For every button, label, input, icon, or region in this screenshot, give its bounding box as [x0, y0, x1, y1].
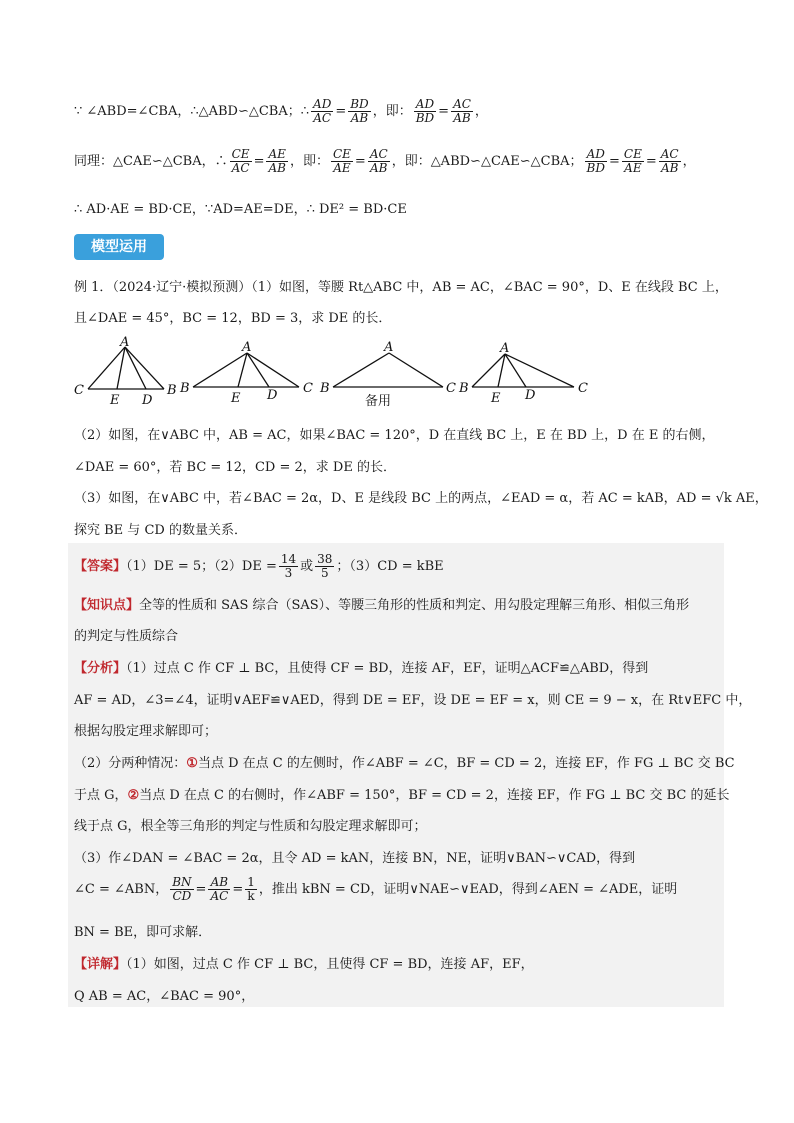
fraction: $\frac{AD}{AC}$	[313, 97, 332, 126]
section-badge: 模型运用	[74, 234, 164, 260]
fig1-label-c: C	[74, 383, 84, 398]
derivation-line-1: ∵ ∠ABD=∠CBA，∴△ABD∽△CBA；∴ $\frac{AD}{AC}$ = $\frac{BD}{AB}$ ，即： $\frac{AD}{BD}$ = $\frac{AC}{AB}$ ，	[74, 97, 488, 126]
analysis-line-6: 线于点 G，根全等三角形的判定与性质和勾股定理求解即可；	[74, 819, 427, 834]
derivation-line-2: 同理：△CAE∽△CBA，∴ $\frac{CE}{AC}$ = $\frac{AE}{AB}$ ，即： $\frac{CE}{AE}$ = $\frac{AC}{AB}$ ，即：△ABD∽△CAE∽△CBA； $\frac{AD}{BD}$ = $\frac{CE}{AE}$ = $\frac{AC}{AB}$ ，	[74, 147, 696, 176]
fig4-label-d: D	[525, 388, 536, 403]
circled-two: ②	[127, 788, 140, 803]
figure-3	[333, 353, 443, 387]
fig2-side-ac	[247, 353, 299, 387]
fig4-label-c: C	[578, 381, 588, 396]
fig4-label-e: E	[491, 391, 501, 406]
analysis-line-3: 根据勾股定理求解即可；	[74, 724, 218, 739]
fraction: $\frac{CE}{AE}$	[332, 147, 351, 176]
detail-line-2: Q AB = AC，∠BAC = 90°，	[74, 989, 255, 1004]
fig3-label-c: C	[446, 381, 456, 396]
fraction: $\frac{CE}{AC}$	[231, 147, 250, 176]
fraction: $\frac{AC}{AB}$	[369, 147, 388, 176]
detail-line-1: 【详解】（1）如图，过点 C 作 CF ⊥ BC，且使得 CF = BD，连接 AF，EF，	[74, 957, 534, 972]
fig2-label-a: A	[242, 340, 252, 355]
fig2-ad	[247, 353, 269, 387]
analysis-line-1: 【分析】（1）过点 C 作 CF ⊥ BC，且使得 CF = BD，连接 AF，EF，证明△ACF≌△ABD，得到	[74, 661, 649, 676]
fig4-label-b: B	[459, 381, 469, 396]
fraction: $\frac{AE}{AB}$	[268, 147, 286, 176]
fig4-side-ab	[472, 354, 505, 387]
example-line-2: 且∠DAE = 45°，BC = 12，BD = 3，求 DE 的长．	[74, 311, 392, 326]
analysis-line-8: ∠C = ∠ABN， $\frac{BN}{CD}$ = $\frac{AB}{AC}$ = $\frac{1}{k}$ ，推出 kBN = CD，证明∨NAE∽∨EAD，得到∠AEN = ∠ADE，证明	[74, 875, 678, 904]
knowledge-line-1: 【知识点】全等的性质和 SAS 综合（SAS）、等腰三角形的性质和判定、用勾股定理解三角形、相似三角形	[74, 598, 690, 613]
detail-tag: 【详解】	[74, 957, 127, 972]
knowledge-line-2: 的判定与性质综合	[74, 629, 179, 644]
figure-1	[88, 347, 164, 389]
analysis-line-4: （2）分两种情况：①当点 D 在点 C 的左侧时，作∠ABF = ∠C，BF = CD = 2，连接 EF，作 FG ⊥ BC 交 BC	[74, 756, 735, 771]
fig4-ae	[498, 354, 505, 387]
fig2-label-c: C	[303, 381, 313, 396]
fig1-label-b: B	[167, 383, 177, 398]
fig2-label-b: B	[180, 381, 190, 396]
fig1-side-ac	[88, 347, 125, 389]
knowledge-tag: 【知识点】	[74, 598, 140, 613]
fig4-label-a: A	[500, 341, 510, 356]
answer-line: 【答案】（1）DE = 5；（2）DE = $\frac{14}{3}$ 或 $\frac{38}{5}$ ；（3）CD = kBE	[74, 552, 444, 581]
fig1-side-ab	[125, 347, 164, 389]
example-line-4: ∠DAE = 60°，若 BC = 12，CD = 2，求 DE 的长．	[74, 460, 396, 475]
fig3-side-ab	[333, 353, 389, 387]
fraction: $\frac{AD}{BD}$	[586, 147, 605, 176]
analysis-tag: 【分析】	[74, 661, 127, 676]
fraction: $\frac{BN}{CD}$	[172, 875, 192, 904]
example-line-6: 探究 BE 与 CD 的数量关系．	[74, 523, 247, 538]
fig2-label-d: D	[267, 388, 278, 403]
fig2-label-e: E	[231, 391, 241, 406]
fraction: $\frac{AD}{BD}$	[415, 97, 435, 126]
fig1-label-a: A	[120, 335, 130, 350]
fig3-backup-label: 备用	[365, 394, 392, 409]
fig1-ad	[125, 347, 146, 389]
fraction: $\frac{AC}{AB}$	[660, 147, 679, 176]
analysis-line-2: AF = AD，∠3=∠4，证明∨AEF≌∨AED，得到 DE = EF，设 DE = EF = x，则 CE = 9 − x，在 Rt∨EFC 中，	[74, 693, 752, 708]
fraction: $\frac{38}{5}$	[317, 552, 333, 581]
fig1-label-d: D	[142, 393, 153, 408]
fraction: $\frac{CE}{AE}$	[623, 147, 642, 176]
analysis-line-7: （3）作∠DAN = ∠BAC = 2α，且令 AD = kAN，连接 BN，NE，证明∨BAN∽∨CAD，得到	[74, 851, 636, 866]
example-line-3: （2）如图，在∨ABC 中，AB = AC，如果∠BAC = 120°，D 在直线 BC 上，E 在 BD 上，D 在 E 的右侧，	[74, 428, 715, 443]
figure-4	[472, 354, 574, 387]
analysis-line-9: BN = BE，即可求解．	[74, 925, 212, 940]
fig3-side-ac	[389, 353, 443, 387]
fraction: $\frac{1}{k}$	[247, 875, 255, 904]
derivation-line-3: ∴ AD·AE = BD·CE，∵AD=AE=DE，∴ DE² = BD·CE	[74, 202, 407, 217]
fig1-ae	[117, 347, 125, 389]
fraction: $\frac{14}{3}$	[280, 552, 297, 581]
fig1-label-e: E	[110, 393, 120, 408]
answer-tag: 【答案】	[74, 559, 127, 575]
example-line-5: （3）如图，在∨ABC 中，若∠BAC = 2α，D、E 是线段 BC 上的两点，∠EAD = α，若 AC = kAB，AD = √k AE，	[74, 491, 768, 506]
example-line-1: 例 1．（2024·辽宁·模拟预测）（1）如图，等腰 Rt△ABC 中，AB = AC，∠BAC = 90°，D、E 在线段 BC 上，	[74, 280, 728, 295]
analysis-line-5: 于点 G，②当点 D 在点 C 的右侧时，作∠ABF = 150°，BF = CD = 2，连接 EF，作 FG ⊥ BC 交 BC 的延长	[74, 788, 730, 803]
fraction: $\frac{AC}{AB}$	[453, 97, 471, 126]
triangle-figures	[68, 335, 608, 410]
fraction: $\frac{BD}{AB}$	[350, 97, 369, 126]
fraction: $\frac{AB}{AC}$	[210, 875, 229, 904]
fig3-label-a: A	[384, 340, 394, 355]
figure-2	[193, 353, 299, 387]
circled-one: ①	[186, 756, 198, 771]
fig3-label-b: B	[320, 381, 330, 396]
